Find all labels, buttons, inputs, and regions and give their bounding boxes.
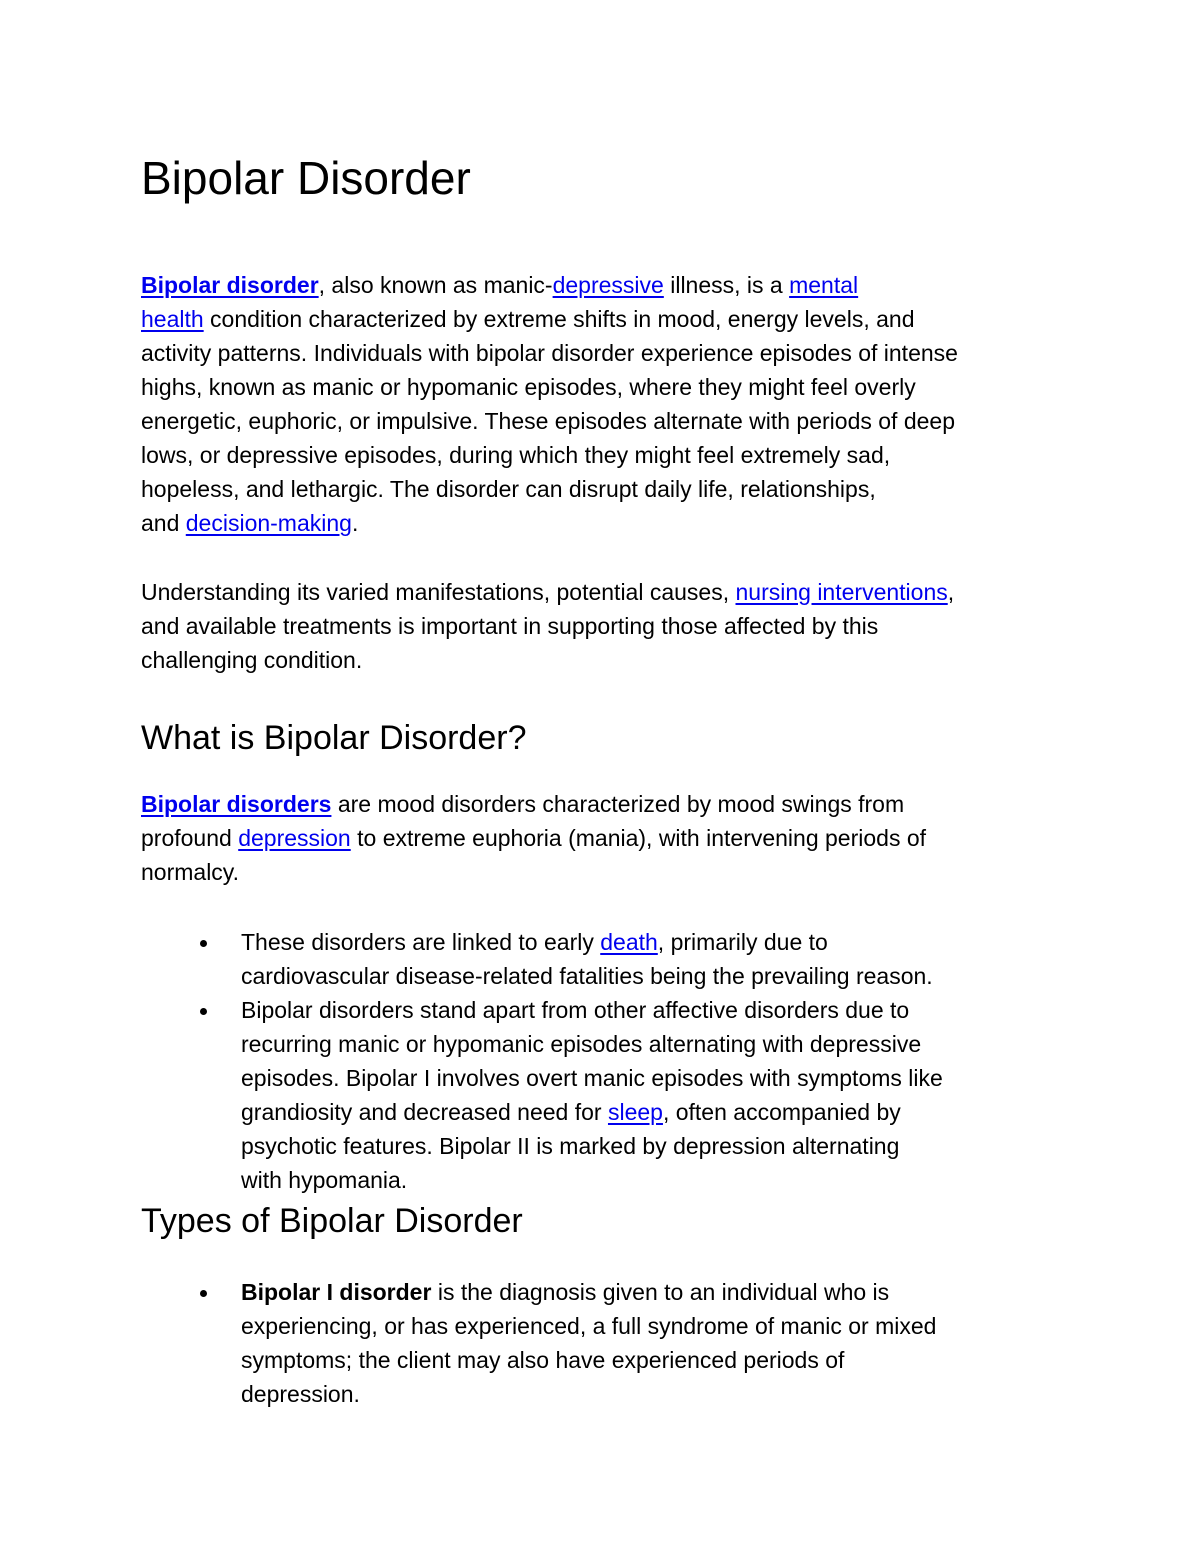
page-title: Bipolar Disorder (141, 152, 471, 204)
understanding-text: Understanding its varied manifestations, potential causes, (141, 579, 736, 605)
intro-text: . (351, 510, 359, 536)
list-item-text: These disorders are linked to early (241, 929, 601, 955)
what-is-text: are mood disorders characterized by mood swings from (331, 791, 905, 817)
link-mental-health[interactable]: health (141, 306, 204, 332)
list-item (241, 993, 1041, 1197)
list-item-text: is the diagnosis given to an individual who is (431, 1279, 890, 1305)
list-item-text: grandiosity and decreased need for (241, 1099, 608, 1125)
link-depressive[interactable]: depressive (552, 272, 664, 298)
link-sleep[interactable]: sleep (607, 1099, 663, 1125)
list-item (241, 1275, 1041, 1411)
understanding-text: and available treatments is important in supporting those affected by this (141, 613, 879, 639)
what-is-text: to extreme euphoria (mania), with intervening periods of (350, 825, 927, 851)
heading-types-of-bipolar: Types of Bipolar Disorder (141, 1202, 523, 1240)
intro-text: hopeless, and lethargic. The disorder can disrupt daily life, relationships, (141, 476, 876, 502)
link-nursing-interventions[interactable]: nursing interventions (735, 579, 948, 605)
list-item-text: with hypomania. (241, 1167, 408, 1193)
link-bipolar-disorder[interactable]: Bipolar disorder (141, 272, 319, 298)
link-mental-health[interactable]: mental (789, 272, 859, 298)
list-item-text: Bipolar disorders stand apart from other affective disorders due to (241, 997, 910, 1023)
understanding-text: challenging condition. (141, 647, 363, 673)
intro-text: and (141, 510, 186, 536)
what-is-text: profound (141, 825, 239, 851)
understanding-paragraph (141, 575, 1061, 677)
link-bipolar-disorders[interactable]: Bipolar disorders (141, 791, 332, 817)
list-item-text: cardiovascular disease-related fatalities being the prevailing reason. (241, 963, 933, 989)
intro-paragraph (141, 268, 1061, 540)
list-item-text: recurring manic or hypomanic episodes alternating with depressive (241, 1031, 922, 1057)
list-item-text: symptoms; the client may also have experienced periods of (241, 1347, 845, 1373)
link-depression[interactable]: depression (238, 825, 351, 851)
list-item-text: episodes. Bipolar I involves overt manic episodes with symptoms like (241, 1065, 943, 1091)
term-bipolar-i: Bipolar I disorder (241, 1279, 432, 1305)
heading-what-is-bipolar: What is Bipolar Disorder? (141, 719, 527, 757)
intro-text: energetic, euphoric, or impulsive. These episodes alternate with periods of deep (141, 408, 955, 434)
list-item-text: , primarily due to (657, 929, 828, 955)
intro-text: condition characterized by extreme shifts in mood, energy levels, and (203, 306, 915, 332)
list-item-text: experiencing, or has experienced, a full syndrome of manic or mixed (241, 1313, 937, 1339)
understanding-text: , (947, 579, 955, 605)
list-item-text: , often accompanied by (662, 1099, 901, 1125)
intro-text: , also known as manic- (318, 272, 553, 298)
list-item-text: psychotic features. Bipolar II is marked by depression alternating (241, 1133, 900, 1159)
intro-text: activity patterns. Individuals with bipolar disorder experience episodes of intense (141, 340, 958, 366)
intro-text: illness, is a (663, 272, 790, 298)
intro-text: lows, or depressive episodes, during which they might feel extremely sad, (141, 442, 891, 468)
link-death[interactable]: death (600, 929, 658, 955)
list-item-text: depression. (241, 1381, 360, 1407)
intro-text: highs, known as manic or hypomanic episodes, where they might feel overly (141, 374, 916, 400)
what-is-text: normalcy. (141, 859, 239, 885)
what-is-paragraph (141, 787, 1061, 889)
link-decision-making[interactable]: decision-making (185, 510, 352, 536)
list-item (241, 925, 1041, 993)
